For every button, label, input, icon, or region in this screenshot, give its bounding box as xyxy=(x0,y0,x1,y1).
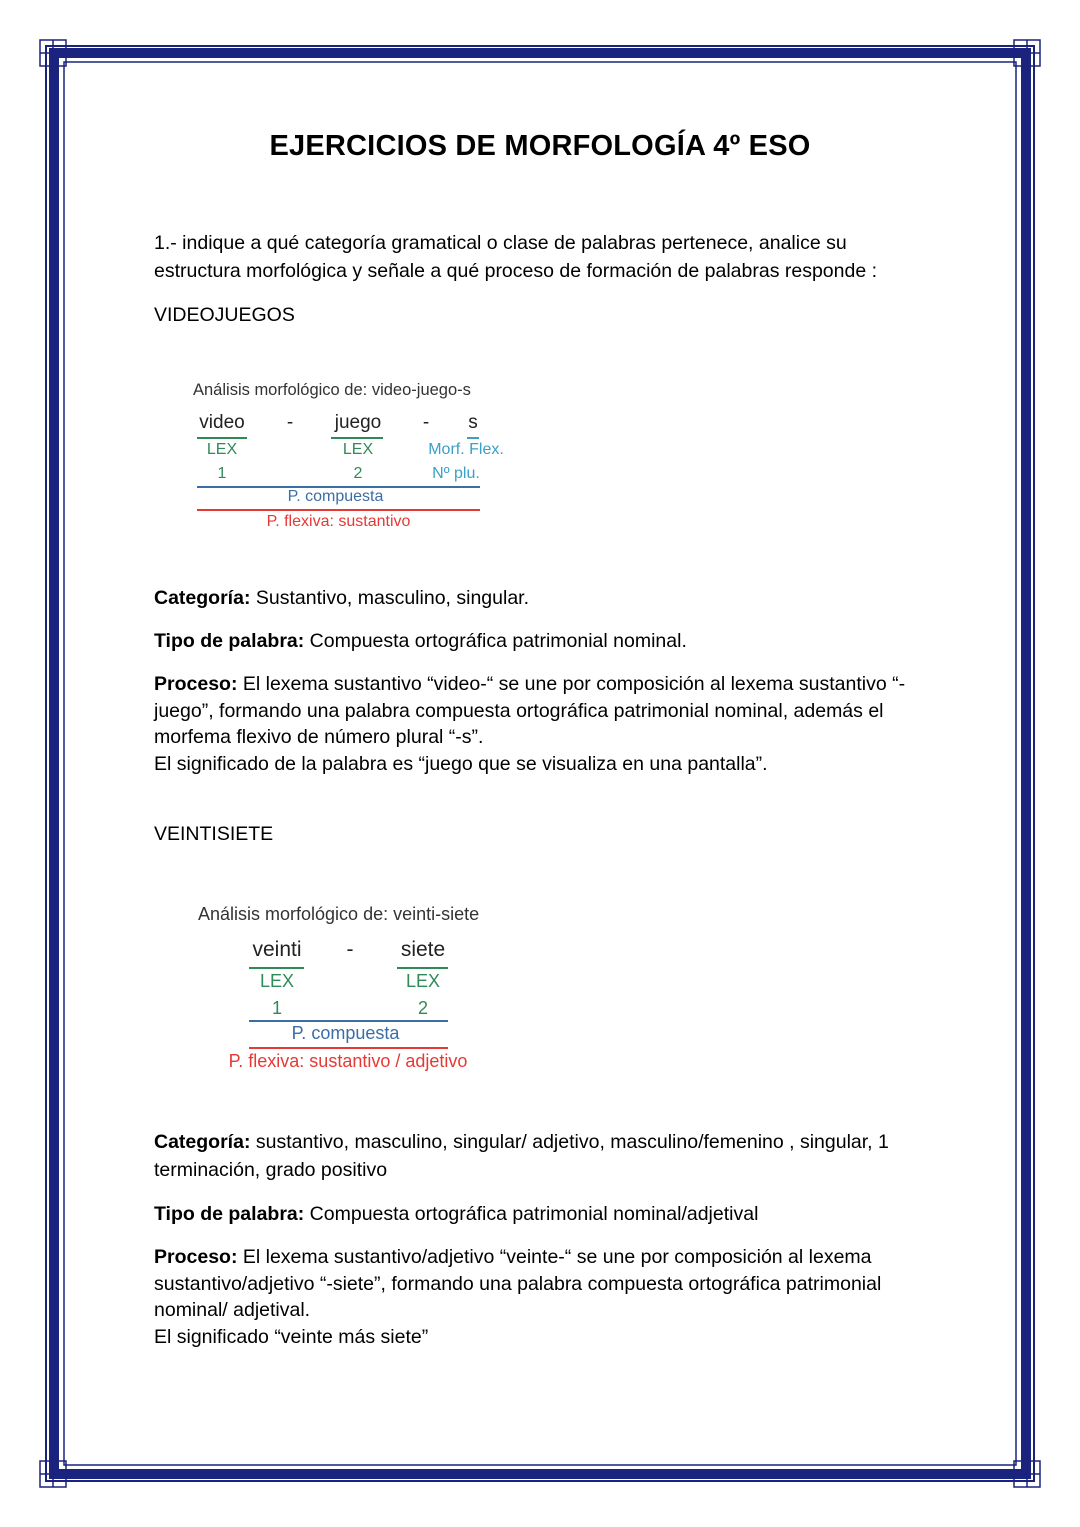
lex1-number: 1 xyxy=(271,998,282,1018)
flex-underline xyxy=(467,437,479,439)
lex1-label: LEX xyxy=(259,971,295,991)
flexiva-line xyxy=(197,509,480,511)
lex2-underline xyxy=(331,437,383,439)
compuesta-line xyxy=(249,1020,448,1022)
lex2-underline xyxy=(397,967,448,969)
lex1-number: 1 xyxy=(217,465,227,482)
morpheme-separator: - xyxy=(286,412,294,433)
word1-proceso-line-3: morfema flexivo de número plural “-s”. xyxy=(154,726,484,748)
lex2-number: 2 xyxy=(353,465,363,482)
word2-proceso-line-2: sustantivo/adjetivo “-siete”, formando una palabra compuesta ortográfica patrimonial xyxy=(154,1273,882,1295)
word2-proceso-line-3: nominal/ adjetival. xyxy=(154,1299,311,1321)
compuesta-label: P. compuesta xyxy=(291,1023,400,1043)
word2-heading: VEINTISIETE xyxy=(154,823,274,845)
categoria-value: sustantivo, masculino, singular/ adjetivo, masculino/femenino , singular, 1 xyxy=(255,1131,889,1153)
word1-diagram-title: Análisis morfológico de: video-juego-s xyxy=(193,381,471,399)
categoria-label: Categoría: xyxy=(154,587,251,609)
tipo-label: Tipo de palabra: xyxy=(154,1203,305,1225)
question-line-1: 1.- indique a qué categoría gramatical o clase de palabras pertenece, analice su xyxy=(154,232,847,254)
word2-significado: El significado “veinte más siete” xyxy=(154,1326,429,1348)
proceso-text: El lexema sustantivo “video-“ se une por composición al lexema sustantivo “- xyxy=(242,673,906,695)
lex2-label: LEX xyxy=(342,441,374,458)
flex-label: Morf. Flex. xyxy=(428,441,504,458)
word2-diagram-title: Análisis morfológico de: veinti-siete xyxy=(198,904,480,924)
categoria-label: Categoría: xyxy=(154,1131,251,1153)
lex2-number: 2 xyxy=(417,998,428,1018)
morpheme-veinti: veinti xyxy=(252,938,302,961)
flexiva-label: P. flexiva: sustantivo xyxy=(266,513,411,530)
morpheme-separator: - xyxy=(422,412,430,433)
lex1-label: LEX xyxy=(206,441,238,458)
word2-categoria-line-2: terminación, grado positivo xyxy=(154,1159,388,1181)
lex1-underline xyxy=(249,967,304,969)
word2-tipo xyxy=(154,1201,758,1228)
word1-tipo xyxy=(154,628,687,655)
proceso-text: El lexema sustantivo/adjetivo “veinte-“ se une por composición al lexema xyxy=(242,1246,872,1268)
categoria-value: Sustantivo, masculino, singular. xyxy=(255,587,530,609)
lex2-label: LEX xyxy=(405,971,441,991)
word1-proceso-line-2: juego”, formando una palabra compuesta ortográfica patrimonial nominal, además el xyxy=(154,700,884,722)
compuesta-label: P. compuesta xyxy=(287,488,384,505)
tipo-label: Tipo de palabra: xyxy=(154,630,305,652)
question-line-2: estructura morfológica y señale a qué proceso de formación de palabras responde : xyxy=(154,260,878,282)
tipo-value: Compuesta ortográfica patrimonial nominal/adjetival xyxy=(309,1203,759,1225)
word1-heading: VIDEOJUEGOS xyxy=(154,304,295,326)
proceso-label: Proceso: xyxy=(154,1246,238,1268)
flex-value: Nº plu. xyxy=(432,465,480,482)
proceso-label: Proceso: xyxy=(154,673,238,695)
word2-categoria-line-1 xyxy=(154,1129,889,1156)
flexiva-line xyxy=(249,1047,448,1049)
morpheme-juego: juego xyxy=(334,412,382,433)
morpheme-video: video xyxy=(199,412,245,433)
flexiva-label: P. flexiva: sustantivo / adjetivo xyxy=(228,1051,468,1071)
tipo-value: Compuesta ortográfica patrimonial nominal. xyxy=(309,630,687,652)
word1-significado: El significado de la palabra es “juego que se visualiza en una pantalla”. xyxy=(154,753,768,775)
word1-categoria xyxy=(154,585,529,612)
lex1-underline xyxy=(197,437,247,439)
word2-proceso-line-1 xyxy=(154,1244,872,1271)
morpheme-separator: - xyxy=(346,938,354,961)
morpheme-s: s xyxy=(468,412,478,433)
word1-proceso-line-1 xyxy=(154,671,905,698)
morpheme-siete: siete xyxy=(400,938,446,961)
page-title: EJERCICIOS DE MORFOLOGÍA 4º ESO xyxy=(269,130,811,162)
